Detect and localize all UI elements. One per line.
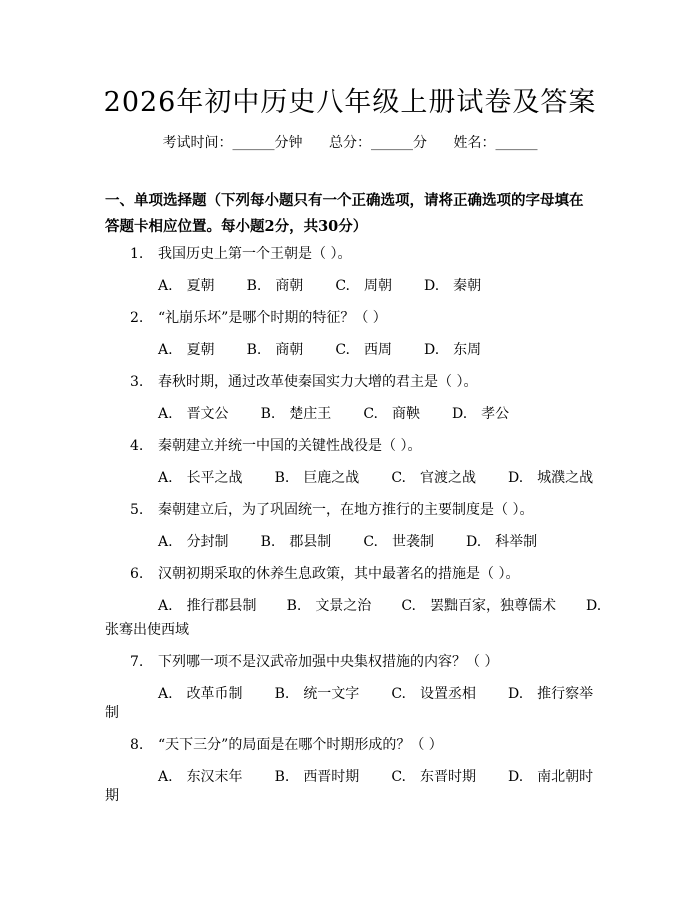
option: D. 南北朝时 <box>507 769 594 785</box>
question <box>130 734 443 754</box>
option-wrap: 期 <box>105 788 119 804</box>
question-text: 春秋时期，通过改革使秦国实力大增的君主是（ ）。 <box>158 374 478 390</box>
option: B. 西晋时期 <box>274 769 360 785</box>
option: C. 商鞅 <box>363 406 420 422</box>
option: A. 改革币制 <box>158 686 243 702</box>
option-wrap: 制 <box>105 705 119 721</box>
option: A. 分封制 <box>158 534 229 550</box>
option: C. 世袭制 <box>363 534 434 550</box>
option: C. 东晋时期 <box>391 769 476 785</box>
question <box>130 371 477 391</box>
option: D. <box>585 598 602 614</box>
question-text: 秦朝建立并统一中国的关键性战役是（ ）。 <box>158 438 422 454</box>
question <box>130 435 421 455</box>
question-number: 1. <box>130 246 144 262</box>
question <box>130 243 351 263</box>
exam-time: 考试时间：______分钟 <box>162 135 303 151</box>
question-text: “礼崩乐坏”是哪个时期的特征？（ ） <box>158 310 387 326</box>
option: C. 周朝 <box>335 278 392 294</box>
question-number: 5. <box>130 502 144 518</box>
question-text: 下列哪一项不是汉武帝加强中央集权措施的内容？（ ） <box>158 654 499 670</box>
exam-name: 姓名：______ <box>453 135 538 151</box>
question-options <box>158 766 593 786</box>
option: C. 官渡之战 <box>391 470 476 486</box>
question-number: 2. <box>130 310 144 326</box>
option: A. 夏朝 <box>158 278 215 294</box>
question-text: “天下三分”的局面是在哪个时期形成的？（ ） <box>158 737 443 753</box>
question-number: 7. <box>130 654 144 670</box>
question <box>130 651 498 671</box>
option: D. 东周 <box>423 342 482 358</box>
option: B. 巨鹿之战 <box>274 470 360 486</box>
option: D. 城濮之战 <box>507 470 594 486</box>
option: B. 统一文字 <box>274 686 360 702</box>
option: C. 西周 <box>335 342 392 358</box>
option: A. 夏朝 <box>158 342 215 358</box>
exam-score: 总分：______分 <box>329 135 427 151</box>
option: B. 文景之治 <box>286 598 372 614</box>
option-wrap: 张骞出使西域 <box>105 622 189 638</box>
question-options <box>158 531 569 551</box>
option: B. 商朝 <box>246 342 304 358</box>
question-options <box>158 683 593 703</box>
question-number: 3. <box>130 374 144 390</box>
question-options <box>158 275 513 295</box>
option: C. 罢黜百家，独尊儒术 <box>401 598 556 614</box>
option: D. 科举制 <box>465 534 538 550</box>
question-number: 6. <box>130 566 144 582</box>
option: A. 东汉末年 <box>158 769 243 785</box>
question-text: 我国历史上第一个王朝是（ ）。 <box>158 246 352 262</box>
option: B. 楚庄王 <box>260 406 332 422</box>
option: D. 推行察举 <box>507 686 594 702</box>
question-number: 8. <box>130 737 144 753</box>
option: A. 长平之战 <box>158 470 243 486</box>
option: A. 推行郡县制 <box>158 598 257 614</box>
option: D. 孝公 <box>451 406 510 422</box>
question <box>130 563 519 583</box>
exam-title: 2026年初中历史八年级上册试卷及答案 <box>103 87 597 118</box>
question <box>130 307 387 327</box>
option: D. 秦朝 <box>423 278 482 294</box>
question-options <box>158 339 513 359</box>
exam-info <box>0 132 700 152</box>
option: B. 商朝 <box>246 278 304 294</box>
question-text: 秦朝建立后，为了巩固统一，在地方推行的主要制度是（ ）。 <box>158 502 534 518</box>
question-text: 汉朝初期采取的休养生息政策，其中最著名的措施是（ ）。 <box>158 566 520 582</box>
section-heading: 一、单项选择题（下列每小题只有一个正确选项，请将正确选项的字母填在答题卡相应位置。每小题2分，共30分） <box>105 192 584 235</box>
question-options <box>158 403 541 423</box>
question-options <box>158 467 625 487</box>
option: A. 晋文公 <box>158 406 229 422</box>
question-options <box>158 595 615 615</box>
question-number: 4. <box>130 438 144 454</box>
option: C. 设置丞相 <box>391 686 476 702</box>
question <box>130 499 533 519</box>
option: B. 郡县制 <box>260 534 332 550</box>
